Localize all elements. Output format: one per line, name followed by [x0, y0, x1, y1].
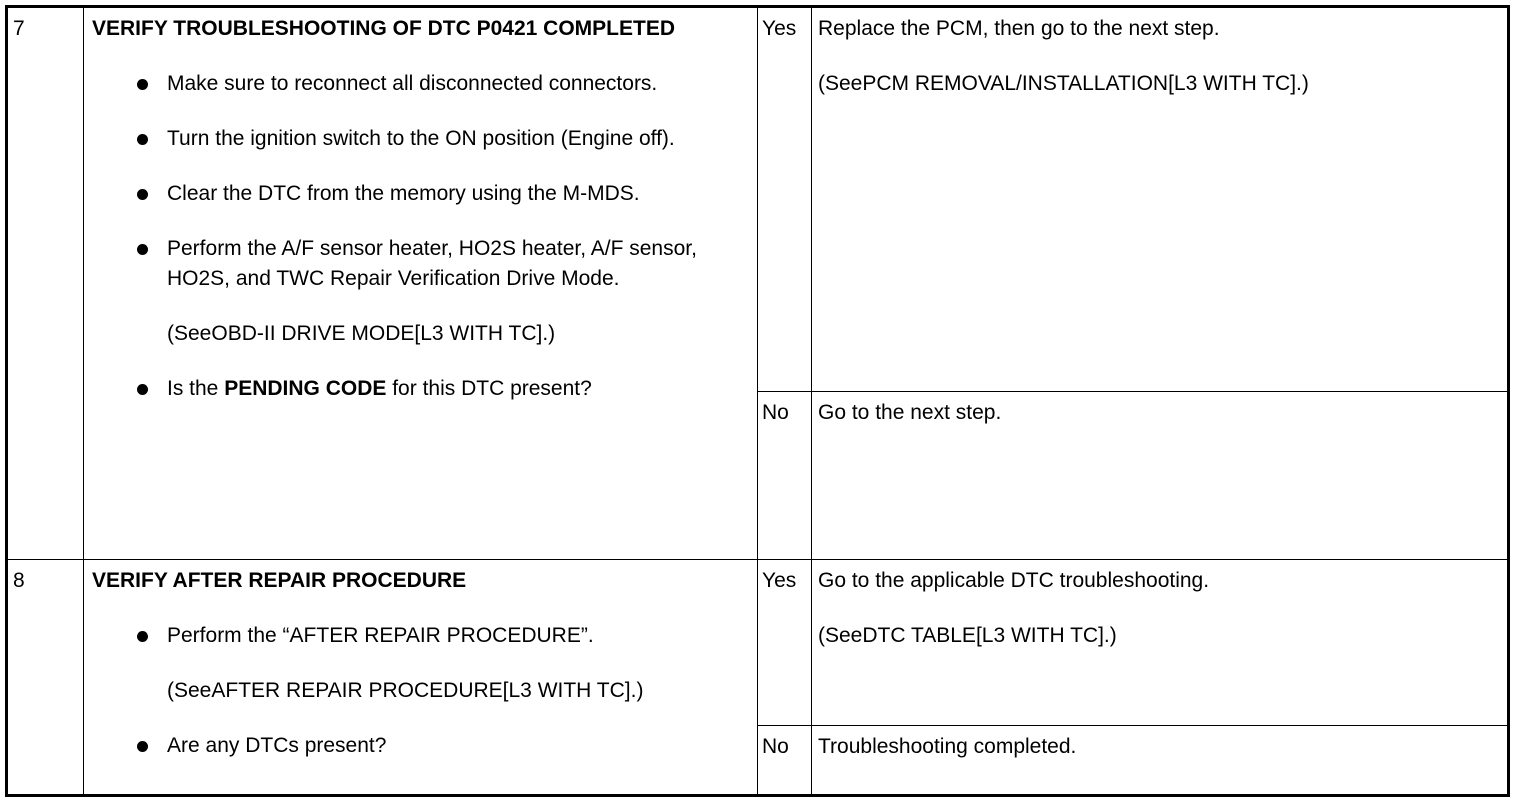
bullet-text: Turn the ignition switch to the ON position (Engine off). [167, 127, 675, 150]
bullet-text: Perform the A/F sensor heater, HO2S heater, A/F sensor, HO2S, and TWC Repair Verification Drive Mode. [167, 237, 697, 290]
bullet-text-post: for this DTC present? [386, 377, 592, 400]
bullet-icon [137, 244, 148, 255]
step-bullet-list [92, 621, 751, 761]
no-label-cell [758, 726, 812, 796]
bullet-text-pre: Is the [167, 377, 225, 400]
bullet-icon [137, 631, 148, 642]
step-title: VERIFY TROUBLESHOOTING OF DTC P0421 COMPLETED [92, 17, 676, 40]
list-item [92, 374, 751, 404]
list-item [92, 621, 751, 706]
bullet-icon [137, 741, 148, 752]
step-bullet-list [92, 69, 751, 404]
step-number: 8 [13, 569, 25, 592]
yes-result-text: Go to the applicable DTC troubleshooting. [818, 569, 1210, 592]
reference-link[interactable]: (SeePCM REMOVAL/INSTALLATION[L3 WITH TC].) [818, 72, 1309, 95]
bullet-text: Clear the DTC from the memory using the M-MDS. [167, 182, 640, 205]
bullet-icon [137, 134, 148, 145]
step-number-cell [7, 7, 84, 560]
yes-result-text: Replace the PCM, then go to the next step. [818, 17, 1220, 40]
step-number-cell [7, 560, 84, 796]
yes-label-cell [758, 7, 812, 392]
no-result-text: Troubleshooting completed. [818, 735, 1077, 758]
no-result-cell [812, 726, 1509, 796]
yes-result-cell [812, 7, 1509, 392]
step-8-yes-row [7, 560, 1509, 726]
list-item [92, 124, 751, 154]
reference-link[interactable]: (SeeDTC TABLE[L3 WITH TC].) [818, 624, 1117, 647]
step-action-cell [84, 7, 758, 560]
bullet-text: Perform the “AFTER REPAIR PROCEDURE”. [167, 624, 594, 647]
bullet-icon [137, 384, 148, 395]
step-7-yes-row [7, 7, 1509, 392]
bullet-icon [137, 189, 148, 200]
no-label-cell [758, 392, 812, 560]
yes-result-cell [812, 560, 1509, 726]
yes-label: Yes [762, 569, 797, 592]
bullet-icon [137, 79, 148, 90]
pending-code-label: PENDING CODE [224, 377, 387, 400]
no-result-cell [812, 392, 1509, 560]
reference-link[interactable]: (SeeAFTER REPAIR PROCEDURE[L3 WITH TC].) [167, 679, 644, 702]
list-item [92, 234, 751, 349]
reference-link[interactable]: (SeeOBD-II DRIVE MODE[L3 WITH TC].) [167, 322, 556, 345]
bullet-text: Make sure to reconnect all disconnected connectors. [167, 72, 658, 95]
step-action-cell [84, 560, 758, 796]
yes-label-cell [758, 560, 812, 726]
list-item [92, 69, 751, 99]
yes-label: Yes [762, 17, 797, 40]
list-item [92, 179, 751, 209]
no-label: No [762, 401, 789, 424]
no-result-text: Go to the next step. [818, 401, 1002, 424]
list-item [92, 731, 751, 761]
step-title: VERIFY AFTER REPAIR PROCEDURE [92, 569, 467, 592]
diagnostic-procedure-table [5, 5, 1510, 797]
step-number: 7 [13, 17, 25, 40]
no-label: No [762, 735, 789, 758]
bullet-text: Are any DTCs present? [167, 734, 387, 757]
